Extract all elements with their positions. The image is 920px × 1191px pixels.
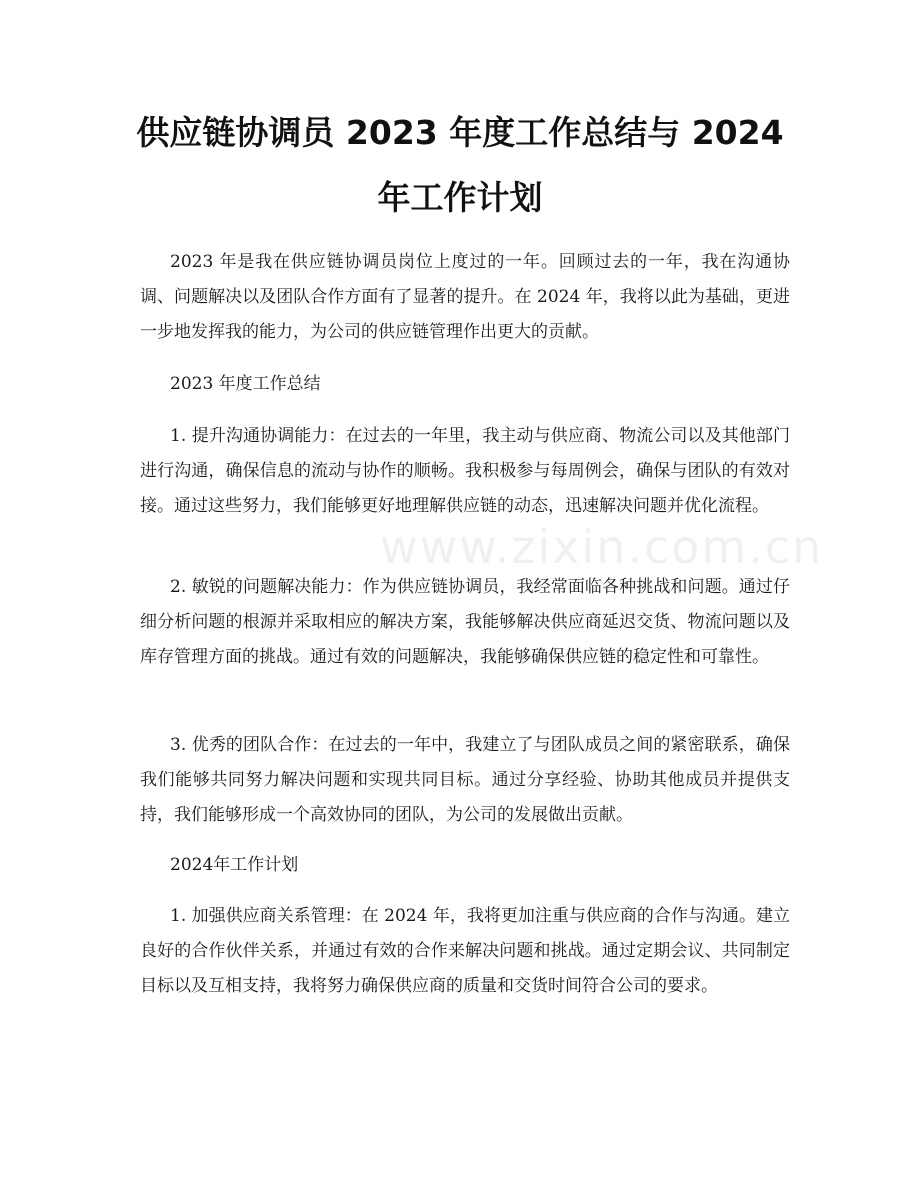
intro-paragraph: 2023 年是我在供应链协调员岗位上度过的一年。回顾过去的一年，我在沟通协调、问题解决以及团队合作方面有了显著的提升。在 2024 年，我将以此为基础，更进一步地发挥我的能力，为公司的供应链管理作出更大的贡献。 [140, 252, 790, 342]
section-heading-2024-plan: 2024年工作计划 [170, 855, 299, 875]
summary-item-2: 2. 敏锐的问题解决能力：作为供应链协调员，我经常面临各种挑战和问题。通过仔细分析问题的根源并采取相应的解决方案，我能够解决供应商延迟交货、物流问题以及库存管理方面的挑战。通过有效的问题解决，我能够确保供应链的稳定性和可靠性。 [140, 577, 790, 667]
section-heading-2023-summary: 2023 年度工作总结 [170, 374, 321, 394]
watermark-text: www.zixin.com.cn [380, 520, 824, 574]
plan-item-1: 1. 加强供应商关系管理：在 2024 年，我将更加注重与供应商的合作与沟通。建立良好的合作伙伴关系，并通过有效的合作来解决问题和挑战。通过定期会议、共同制定目标以及互相支持，我将努力确保供应商的质量和交货时间符合公司的要求。 [140, 906, 790, 996]
document-title: 供应链协调员 2023 年度工作总结与 2024 年工作计划 [136, 113, 784, 217]
summary-item-1: 1. 提升沟通协调能力：在过去的一年里，我主动与供应商、物流公司以及其他部门进行沟通，确保信息的流动与协作的顺畅。我积极参与每周例会，确保与团队的有效对接。通过这些努力，我们能够更好地理解供应链的动态，迅速解决问题并优化流程。 [140, 426, 790, 516]
summary-item-3: 3. 优秀的团队合作：在过去的一年中，我建立了与团队成员之间的紧密联系，确保我们能够共同努力解决问题和实现共同目标。通过分享经验、协助其他成员并提供支持，我们能够形成一个高效协同的团队，为公司的发展做出贡献。 [140, 735, 790, 825]
